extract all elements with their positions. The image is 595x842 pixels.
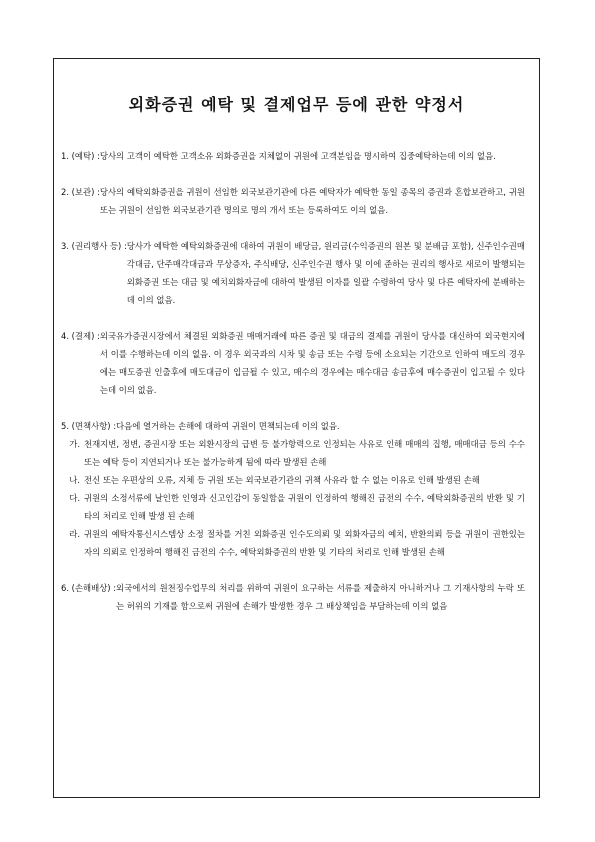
sub-item-label: 가. <box>69 439 80 449</box>
sub-item-na <box>61 471 525 489</box>
sub-item-label: 다. <box>69 493 80 503</box>
sub-item-text: 귀원의 소정서류에 날인한 인영과 신고인감이 동일함을 귀원이 인정하여 행해진 금전의 수수, 예탁외화증권의 반환 및 기타의 처리로 인해 발생 된 손해 <box>84 493 525 521</box>
clause-damages <box>61 579 525 615</box>
clause-label: 2. (보관) : <box>61 187 100 197</box>
sub-item-text: 귀원의 예탁자통신시스템상 소정 절차를 거친 외화증권 인수도의뢰 및 외화자금의 예치, 반환의뢰 등을 귀원이 권한있는 자의 의뢰로 인정하여 행해진 금전의 수수, 예탁외화증권의 반환 및 기타의 처리로 인해 발생된 손해 <box>84 529 525 557</box>
clause-label: 1. (예탁) : <box>61 151 100 161</box>
clause-rights-exercise <box>61 237 525 309</box>
sub-item-label: 라. <box>69 529 80 539</box>
clause-settlement <box>61 327 525 399</box>
clause-label: 4. (결제) : <box>61 331 100 341</box>
clause-text: 당사가 예탁한 예탁외화증권에 대하여 귀원이 배당금, 원리금(수익증권의 원본 및 분배금 포함), 신주인수권매각대금, 단주매각대금과 무상증자, 주식배당, 신주인수권 행사 및 이에 준하는 권리의 행사로 새로이 발행되는 외화증권 또는 대금 및 예치외화자금에 대하여 발생된 이자를 일괄 수령하여 당사 및 다른 예탁자에 분배하는데 이의 없음. <box>126 241 525 305</box>
clause-custody <box>61 183 525 219</box>
clause-text: 다음에 열거하는 손해에 대하여 귀원이 면책되는데 이의 없음. <box>116 421 340 431</box>
agreement-frame <box>53 58 540 798</box>
sub-item-text: 천재지변, 정변, 증권시장 또는 외환시장의 급변 등 불가항력으로 인정되는 사유로 인해 매매의 집행, 매매대금 등의 수수 또는 예탁 등이 지연되거나 또는 불가능하게 됨에 따라 발생된 손해 <box>84 439 525 467</box>
clause-text: 외국에서의 원천징수업무의 처리를 위하여 귀원이 요구하는 서류를 제출하지 아니하거나 그 기재사항의 누락 또는 허위의 기재를 함으로써 귀원에 손해가 발생한 경우 그 배상책임을 부담하는데 이의 없음 <box>116 583 525 611</box>
clause-label: 3. (권리행사 등) : <box>61 241 127 251</box>
clause-label: 6. (손해배상) : <box>61 583 117 593</box>
clause-exemptions <box>61 417 525 561</box>
document-title: 외화증권 예탁 및 결제업무 등에 관한 약정서 <box>128 95 465 114</box>
clause-label: 5. (면책사항) : <box>61 421 117 431</box>
clause-text: 당사의 고객이 예탁한 고객소유 외화증권을 지체없이 귀원에 고객분임을 명시하여 집중예탁하는데 이의 없음. <box>99 151 496 161</box>
sub-item-da <box>61 489 525 525</box>
clause-deposit <box>61 147 525 165</box>
clause-text: 당사의 예탁외화증권을 귀원이 선임한 외국보관기관에 다른 예탁자가 예탁한 동일 종목의 증권과 혼합보관하고, 귀원 또는 귀원이 선임한 외국보관기관 명의로 명의 개서 또는 등록하여도 이의 없음. <box>99 187 525 215</box>
sub-item-text: 전신 또는 우편상의 오류, 지체 등 귀원 또는 외국보관기관의 귀책 사유라 할 수 없는 이유로 인해 발생된 손해 <box>84 475 480 485</box>
sub-item-ra <box>61 525 525 561</box>
clause-list <box>61 147 525 615</box>
sub-item-ga <box>61 435 525 471</box>
sub-item-label: 나. <box>69 475 80 485</box>
clause-text: 외국유가증권시장에서 체결된 외화증권 매매거래에 따른 증권 및 대금의 결제를 귀원이 당사를 대신하여 외국현지에서 이를 수행하는데 이의 없음. 이 경우 외국과의 시차 및 송금 또는 수령 등에 소요되는 기간으로 인하여 매도의 경우에는 매도증권 인출후에 매도대금이 입금될 수 있고, 매수의 경우에는 매수대금 송금후에 매수증권이 입고될 수 있다는데 이의 없음. <box>99 331 525 395</box>
clause-intro <box>61 417 525 435</box>
